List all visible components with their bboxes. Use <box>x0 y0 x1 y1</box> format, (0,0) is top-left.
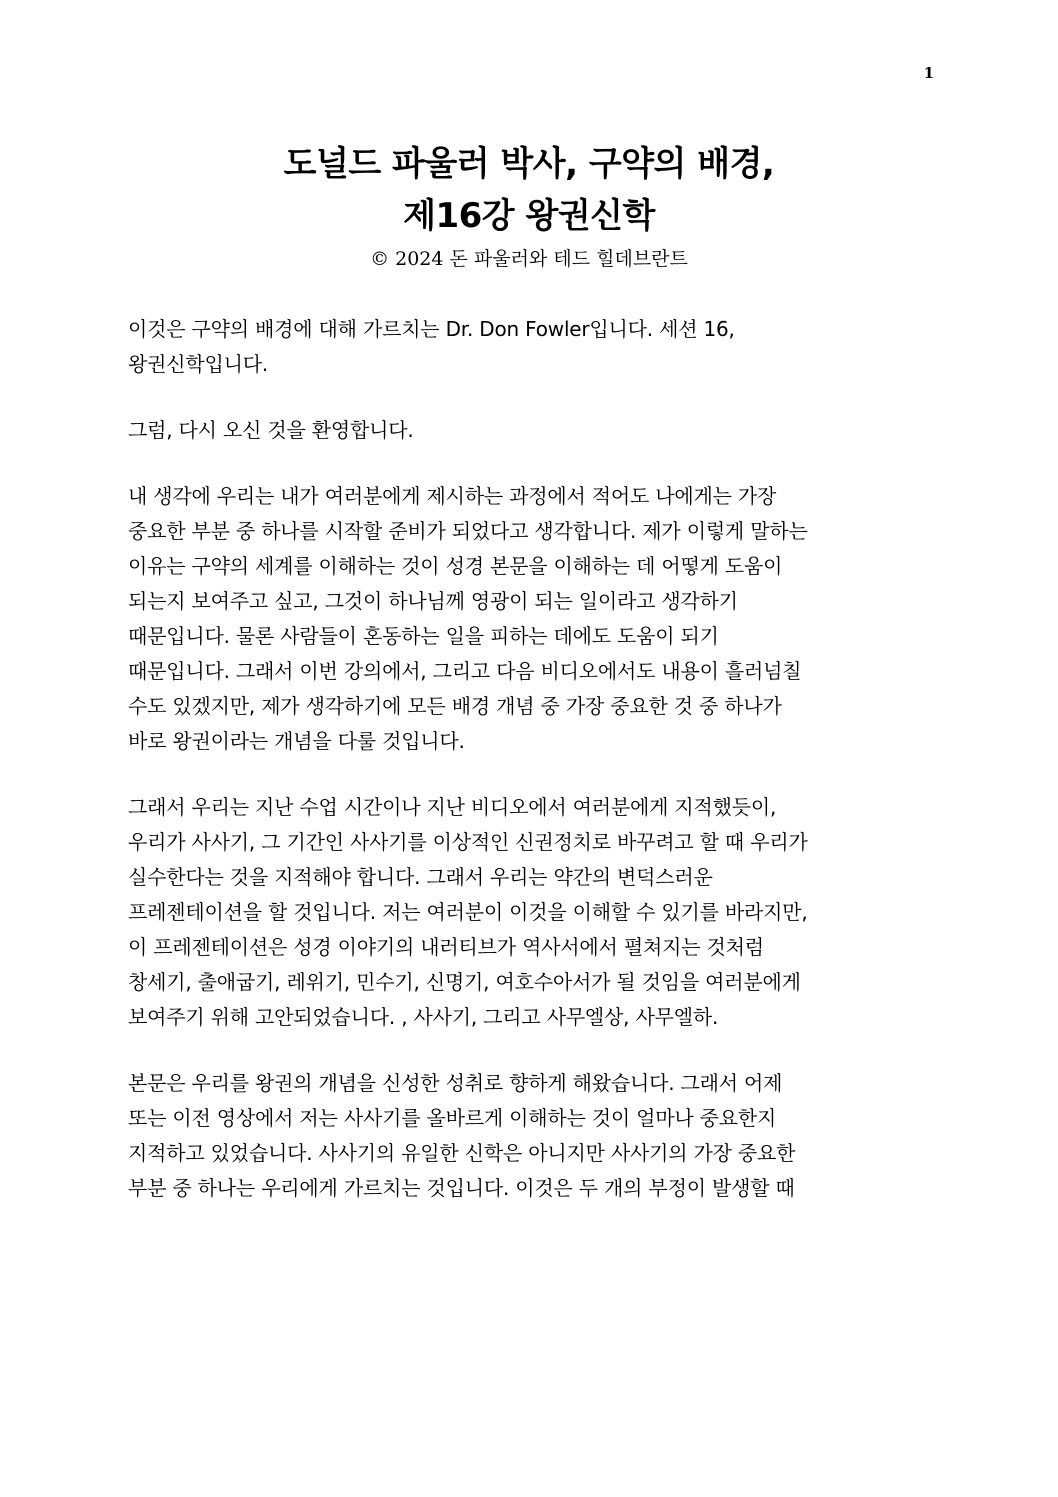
paragraph-line: 지적하고 있었습니다. 사사기의 유일한 신학은 아니지만 사사기의 가장 중요한 <box>128 1141 796 1165</box>
paragraph-line: 내 생각에 우리는 내가 여러분에게 제시하는 과정에서 적어도 나에게는 가장 <box>128 484 777 508</box>
paragraph-line: 수도 있겠지만, 제가 생각하기에 모든 배경 개념 중 가장 중요한 것 중 하나가 <box>128 694 782 718</box>
paragraph-line: 왕권신학입니다. <box>128 352 268 376</box>
document-title-line-1: 도널드 파울러 박사, 구약의 배경, <box>283 144 775 184</box>
paragraph-welcome <box>128 413 928 448</box>
document-title-line-2: 제16강 왕권신학 <box>403 196 655 236</box>
paragraph-line: 프레젠테이션을 할 것입니다. 저는 여러분이 이것을 이해할 수 있기를 바라지만, <box>128 900 808 924</box>
paragraph-line: 그럼, 다시 오신 것을 환영합니다. <box>128 418 414 442</box>
paragraph-line: 우리가 사사기, 그 기간인 사사기를 이상적인 신권정치로 바꾸려고 할 때 우리가 <box>128 830 808 854</box>
copyright-notice: © 2024 돈 파울러와 테드 힐데브란트 <box>370 248 688 270</box>
paragraph-line: 이유는 구약의 세계를 이해하는 것이 성경 본문을 이해하는 데 어떻게 도움이 <box>128 554 783 578</box>
paragraph-line: 바로 왕권이라는 개념을 다룰 것입니다. <box>128 729 465 753</box>
paragraph-line: 본문은 우리를 왕권의 개념을 신성한 성취로 향하게 해왔습니다. 그래서 어제 <box>128 1071 783 1095</box>
page-number: 1 <box>923 64 934 82</box>
paragraph-line: 창세기, 출애굽기, 레위기, 민수기, 신명기, 여호수아서가 될 것임을 여러분에게 <box>128 970 801 994</box>
paragraph-intro <box>128 312 928 382</box>
paragraph-line: 부분 중 하나는 우리에게 가르치는 것입니다. 이것은 두 개의 부정이 발생할 때 <box>128 1176 795 1200</box>
paragraph-text-direction <box>128 1066 928 1206</box>
paragraph-line: 되는지 보여주고 싶고, 그것이 하나님께 영광이 되는 일이라고 생각하기 <box>128 589 738 613</box>
title-block <box>0 138 1058 274</box>
paragraph-line: 때문입니다. 물론 사람들이 혼동하는 일을 피하는 데에도 도움이 되기 <box>128 624 719 648</box>
paragraph-line: 때문입니다. 그래서 이번 강의에서, 그리고 다음 비디오에서도 내용이 흘러넘칠 <box>128 659 802 683</box>
body-text <box>128 312 928 1237</box>
paragraph-kingship-intro <box>128 479 928 759</box>
paragraph-judges <box>128 790 928 1035</box>
paragraph-line: 이것은 구약의 배경에 대해 가르치는 Dr. Don Fowler입니다. 세션 16, <box>128 317 735 341</box>
paragraph-line: 실수한다는 것을 지적해야 합니다. 그래서 우리는 약간의 변덕스러운 <box>128 865 713 889</box>
paragraph-line: 이 프레젠테이션은 성경 이야기의 내러티브가 역사서에서 펼쳐지는 것처럼 <box>128 935 764 959</box>
paragraph-line: 중요한 부분 중 하나를 시작할 준비가 되었다고 생각합니다. 제가 이렇게 말하는 <box>128 519 808 543</box>
paragraph-line: 그래서 우리는 지난 수업 시간이나 지난 비디오에서 여러분에게 지적했듯이, <box>128 795 777 819</box>
paragraph-line: 또는 이전 영상에서 저는 사사기를 올바르게 이해하는 것이 얼마나 중요한지 <box>128 1106 777 1130</box>
paragraph-line: 보여주기 위해 고안되었습니다. , 사사기, 그리고 사무엘상, 사무엘하. <box>128 1005 719 1029</box>
